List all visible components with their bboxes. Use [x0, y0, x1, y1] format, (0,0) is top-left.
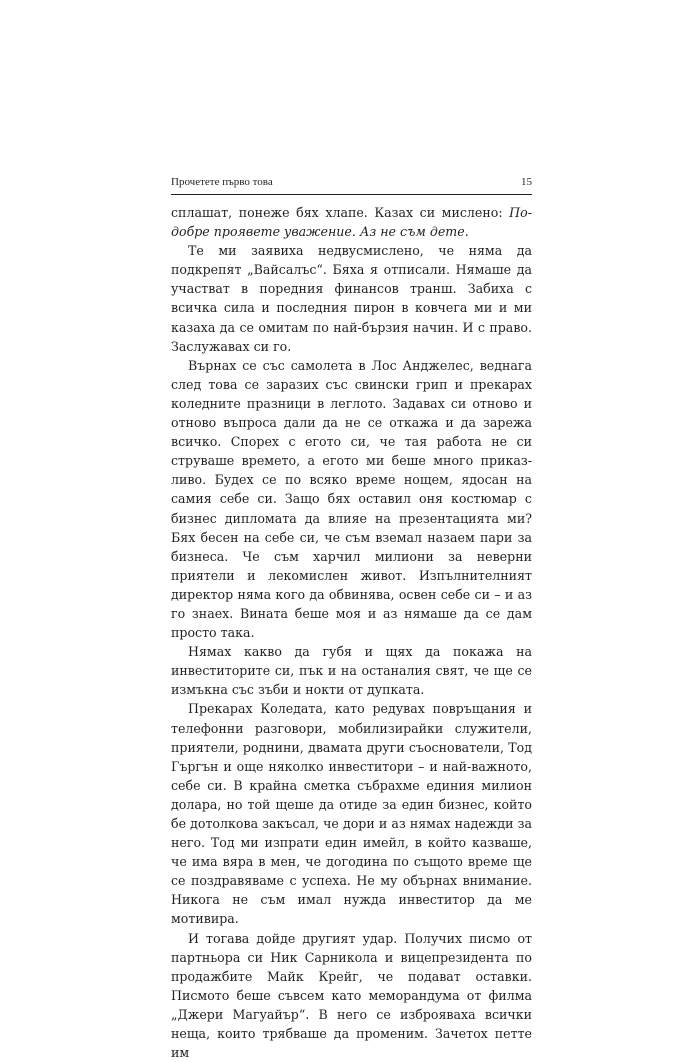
- text-run: Нямах какво да губя и щях да покажа на инвеститорите си, пък и на останалия свят, че ще се измъкна със зъби и нокти от дупката.: [171, 644, 532, 698]
- running-header-title: Прочетете първо това: [171, 176, 273, 188]
- text-run: Прекарах Коледата, като редувах повръщания и телефонни разговори, мобилизирайки служители, приятели, роднини, двамата други съоснователи, Тод Гъргън и още няколко инвеститори – и най-важното, себе си. В крайна сметка събрахме единия милион долара, но той щеше да отиде за един бизнес, който бе дотолкова закъсал, че дори и аз нямах надежди за него. Тод ми изпрати един имейл, в който казваше, че има вяра в мен, че догодина по същото време ще се поздравяваме с успеха. Не му обърнах внимание. Никога не съм имал нужда инвеститор да ме мотивира.: [171, 701, 532, 927]
- running-header: [171, 176, 532, 192]
- paragraph: [171, 929, 532, 1062]
- paragraph: [171, 699, 532, 928]
- text-run: Върнах се със самолета в Лос Анджелес, веднага след това се заразих със свински грип и прекарах коледните празници в леглото. Задавах си отново и отново въпроса дали да не се откажа и да зарежа всичко. Спорех с егото си, че тая работа не си струваше времето, а егото ми беше много приказливо. Будех се по всяко време нощем, ядосан на самия себе си. Защо бях оставил оня костюмар с бизнес дипломата да влияе на презентацията ми? Бях бесен на себе си, че съм вземал назаем пари за бизнеса. Че съм харчил милиони за неверни приятели и лекомислен живот. Изпълнителният директор няма кого да обвинява, освен себе си – и аз го знаех. Вината беше моя и аз нямаше да се дам просто така.: [171, 357, 532, 641]
- paragraph: [171, 642, 532, 699]
- paragraph: [171, 241, 532, 356]
- paragraph: [171, 356, 532, 642]
- page-number: 15: [521, 176, 532, 188]
- text-run: И тогава дойде другият удар. Получих писмо от партньора си Ник Сарникола и вицепрезидента по продажбите Майк Крейг, че подават оставки. Писмото беше съвсем като меморандума от филма „Джери Магуайър“. В него се изброяваха всички неща, които трябваше да променим. Зачетох петте им: [171, 930, 532, 1061]
- paragraph: [171, 203, 532, 241]
- header-divider: [171, 194, 532, 195]
- body-text: [171, 203, 532, 1062]
- italic-text-run: По-добре проявете уважение. Аз не съм дете.: [171, 205, 532, 240]
- text-run: Те ми заявиха недвусмислено, че няма да подкрепят „Вайсалъс“. Бяха я отписали. Нямаше да участват в поредния финансов транш. Забиха с всичка сила и последния пирон в ковчега ми и ми казаха да се омитам по най-бързия начин. И с право. Заслужавах си го.: [171, 243, 532, 354]
- text-run: сплашат, понеже бях хлапе. Казах си мислено:: [171, 205, 510, 220]
